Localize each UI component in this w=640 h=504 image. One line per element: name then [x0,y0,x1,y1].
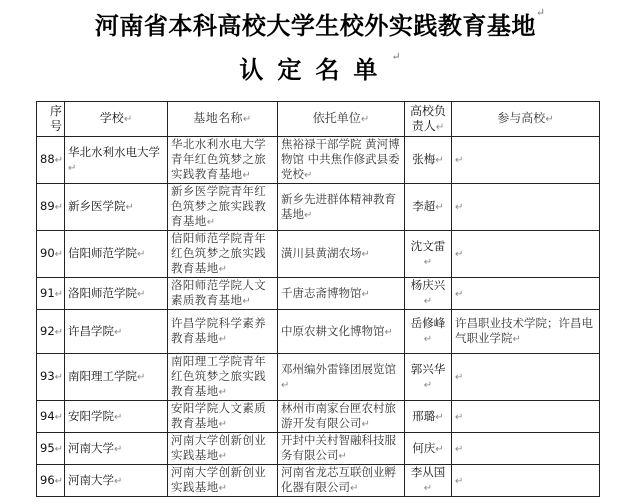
cell-school: 南阳理工学院↵ [65,354,168,401]
title-line1: 河南省本科高校大学生校外实践教育基地 [94,11,536,40]
table-row [37,231,600,278]
cell-no: 95↵ [37,433,65,465]
cell-participants: ↵ [452,278,600,310]
cell-org: 中原农耕文化博物馆↵ [278,310,405,354]
cell-head: 郭兴华↵ [405,354,452,401]
cell-no: 88↵ [37,137,65,184]
cell-school: 洛阳师范学院↵ [65,278,168,310]
table-row [37,465,600,497]
cell-head: 何庆↵ [405,433,452,465]
cell-no: 90↵ [37,231,65,278]
cell-head: 沈文雷↵ [405,231,452,278]
cell-base: 许昌学院科学素养教育基地↵ [168,310,278,354]
cell-org: 千唐志斋博物馆↵ [278,278,405,310]
table-row [37,184,600,231]
cell-school: 许昌学院↵ [65,310,168,354]
cell-school: 新乡医学院↵ [65,184,168,231]
cell-head: 李超↵ [405,184,452,231]
cell-base: 新乡医学院青年红色筑梦之旅实践教育基地↵ [168,184,278,231]
cell-participants: ↵ [452,137,600,184]
cell-org: 河南省龙芯互联创业孵化器有限公司↵ [278,465,405,497]
cell-head: 岳修峰↵ [405,310,452,354]
cell-head: 张梅↵ [405,137,452,184]
cell-org: 焦裕禄干部学院 黄河博物馆 中共焦作修武县委党校↵ [278,137,405,184]
cell-participants: ↵ [452,465,600,497]
cell-school: 安阳学院↵ [65,401,168,433]
paragraph-mark-icon: ↵ [391,50,401,63]
col-header-school: 学校↵ [65,102,168,137]
document-subtitle [0,50,640,85]
table-row [37,401,600,433]
cell-school: 河南大学↵ [65,465,168,497]
cell-no: 93↵ [37,354,65,401]
document-title [0,6,640,41]
cell-school: 信阳师范学院↵ [65,231,168,278]
cell-participants: ↵ [452,231,600,278]
table-row [37,433,600,465]
cell-school: 华北水利水电大学↵ [65,137,168,184]
cell-participants: 许昌职业技术学院；许昌电气职业学院↵ [452,310,600,354]
cell-base: 河南大学创新创业实践基地↵ [168,433,278,465]
table-header-row [37,102,600,137]
cell-no: 94↵ [37,401,65,433]
cell-no: 89↵ [37,184,65,231]
cell-no: 92↵ [37,310,65,354]
cell-org: 潢川县黄湖农场↵ [278,231,405,278]
cell-head: 邢璐↵ [405,401,452,433]
cell-base: 信阳师范学院青年红色筑梦之旅实践教育基地↵ [168,231,278,278]
table-row [37,354,600,401]
cell-org: 林州市南家台匣农村旅游开发有限公司↵ [278,401,405,433]
col-header-head: 高校负责人↵ [405,102,452,137]
title-line2: 认定名单 [239,55,392,84]
cell-base: 洛阳师范学院人文素质教育基地↵ [168,278,278,310]
cell-school: 河南大学↵ [65,433,168,465]
cell-org: 邓州编外雷锋团展览馆↵ [278,354,405,401]
cell-base: 华北水利水电大学青年红色筑梦之旅实践教育基地↵ [168,137,278,184]
cell-base: 安阳学院人文素质教育基地↵ [168,401,278,433]
cell-participants: ↵ [452,354,600,401]
cell-participants: ↵ [452,184,600,231]
cell-org: 开封中关村智融科技服务有限公司↵ [278,433,405,465]
cell-participants: ↵ [452,433,600,465]
paragraph-mark-icon: ↵ [535,6,546,19]
col-header-base: 基地名称↵ [168,102,278,137]
cell-no: 96↵ [37,465,65,497]
cell-base: 南阳理工学院青年红色筑梦之旅实践教育基地↵ [168,354,278,401]
cell-head: 杨庆兴↵ [405,278,452,310]
col-header-no: 序号 [37,102,65,137]
base-list-table [36,101,600,497]
col-header-participants: 参与高校↵ [452,102,600,137]
cell-no: 91↵ [37,278,65,310]
table-row [37,310,600,354]
cell-org: 新乡先进群体精神教育基地↵ [278,184,405,231]
cell-head: 李从国↵ [405,465,452,497]
table-row [37,278,600,310]
col-header-org: 依托单位↵ [278,102,405,137]
table-row [37,137,600,184]
cell-participants: ↵ [452,401,600,433]
cell-base: 河南大学创新创业实践基地↵ [168,465,278,497]
